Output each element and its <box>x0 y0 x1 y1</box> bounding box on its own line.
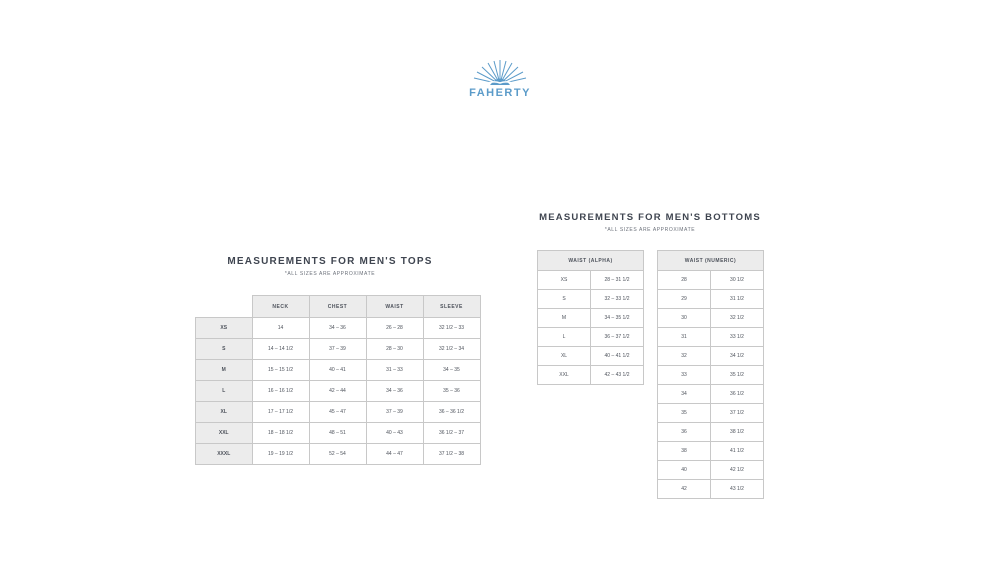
table-row <box>538 347 644 366</box>
waist-cell: 31 – 33 <box>366 360 423 381</box>
neck-cell: 14 – 14 1/2 <box>252 339 309 360</box>
table-row <box>658 309 764 328</box>
chest-cell: 42 – 44 <box>309 381 366 402</box>
waist-cell: 36 – 37 1/2 <box>591 328 644 347</box>
size-label: M <box>196 360 253 381</box>
table-row <box>196 339 481 360</box>
table-row <box>538 309 644 328</box>
neck-cell: 14 <box>252 318 309 339</box>
waist-cell: 30 1/2 <box>711 271 764 290</box>
size-label: 38 <box>658 442 711 461</box>
size-label: S <box>538 290 591 309</box>
size-label: M <box>538 309 591 328</box>
waist-cell: 40 – 41 1/2 <box>591 347 644 366</box>
waist-cell: 43 1/2 <box>711 480 764 499</box>
table-row <box>196 444 481 465</box>
size-label: 28 <box>658 271 711 290</box>
neck-header: NECK <box>252 296 309 318</box>
sleeve-cell: 34 – 35 <box>423 360 480 381</box>
table-row <box>658 366 764 385</box>
sleeve-cell: 32 1/2 – 33 <box>423 318 480 339</box>
table-row <box>538 271 644 290</box>
table-header-row <box>658 251 764 271</box>
chest-cell: 34 – 36 <box>309 318 366 339</box>
size-label: L <box>538 328 591 347</box>
size-label: L <box>196 381 253 402</box>
waist-cell: 33 1/2 <box>711 328 764 347</box>
waist-alpha-header: WAIST (ALPHA) <box>538 251 644 271</box>
tops-size-table <box>195 295 481 465</box>
table-row <box>658 290 764 309</box>
waist-cell: 34 1/2 <box>711 347 764 366</box>
waist-cell: 34 – 35 1/2 <box>591 309 644 328</box>
waist-numeric-header: WAIST (NUMERIC) <box>658 251 764 271</box>
table-row <box>538 290 644 309</box>
chest-cell: 52 – 54 <box>309 444 366 465</box>
waist-cell: 34 – 36 <box>366 381 423 402</box>
size-label: 42 <box>658 480 711 499</box>
table-row <box>196 381 481 402</box>
table-row <box>658 404 764 423</box>
table-row <box>658 328 764 347</box>
table-row <box>658 347 764 366</box>
chest-cell: 45 – 47 <box>309 402 366 423</box>
waist-cell: 37 1/2 <box>711 404 764 423</box>
size-label: 31 <box>658 328 711 347</box>
waist-cell: 38 1/2 <box>711 423 764 442</box>
waist-cell: 31 1/2 <box>711 290 764 309</box>
sunrise-icon <box>470 58 530 86</box>
table-row <box>196 402 481 423</box>
table-row <box>538 328 644 347</box>
waist-cell: 42 – 43 1/2 <box>591 366 644 385</box>
size-label: XXL <box>538 366 591 385</box>
waist-cell: 28 – 30 <box>366 339 423 360</box>
faherty-logo <box>468 58 532 102</box>
brand-name: FAHERTY <box>469 87 531 99</box>
size-label: 33 <box>658 366 711 385</box>
waist-cell: 32 1/2 <box>711 309 764 328</box>
table-row <box>196 423 481 444</box>
table-row <box>658 423 764 442</box>
table-row <box>196 318 481 339</box>
waist-numeric-table <box>657 250 764 499</box>
sleeve-cell: 36 1/2 – 37 <box>423 423 480 444</box>
chest-header: CHEST <box>309 296 366 318</box>
waist-cell: 32 – 33 1/2 <box>591 290 644 309</box>
neck-cell: 15 – 15 1/2 <box>252 360 309 381</box>
size-label: XS <box>196 318 253 339</box>
chest-cell: 40 – 41 <box>309 360 366 381</box>
waist-cell: 36 1/2 <box>711 385 764 404</box>
sleeve-cell: 37 1/2 – 38 <box>423 444 480 465</box>
bottoms-title: MEASUREMENTS FOR MEN'S BOTTOMS <box>539 212 761 223</box>
neck-cell: 16 – 16 1/2 <box>252 381 309 402</box>
size-label: 36 <box>658 423 711 442</box>
table-row <box>658 385 764 404</box>
size-label: XL <box>196 402 253 423</box>
size-label: XL <box>538 347 591 366</box>
size-label: 29 <box>658 290 711 309</box>
waist-cell: 42 1/2 <box>711 461 764 480</box>
sleeve-header: SLEEVE <box>423 296 480 318</box>
waist-cell: 26 – 28 <box>366 318 423 339</box>
table-row <box>196 360 481 381</box>
waist-cell: 41 1/2 <box>711 442 764 461</box>
size-label: 32 <box>658 347 711 366</box>
waist-alpha-table <box>537 250 644 385</box>
neck-cell: 17 – 17 1/2 <box>252 402 309 423</box>
table-row <box>658 461 764 480</box>
waist-cell: 35 1/2 <box>711 366 764 385</box>
size-label: 35 <box>658 404 711 423</box>
bottoms-note: *ALL SIZES ARE APPROXIMATE <box>604 227 696 233</box>
table-row <box>658 271 764 290</box>
size-label: XS <box>538 271 591 290</box>
table-row <box>658 442 764 461</box>
waist-header: WAIST <box>366 296 423 318</box>
table-row <box>538 366 644 385</box>
chest-cell: 48 – 51 <box>309 423 366 444</box>
corner-cell <box>196 296 253 318</box>
size-label: 30 <box>658 309 711 328</box>
sleeve-cell: 36 – 36 1/2 <box>423 402 480 423</box>
size-label: XXL <box>196 423 253 444</box>
neck-cell: 18 – 18 1/2 <box>252 423 309 444</box>
waist-cell: 40 – 43 <box>366 423 423 444</box>
size-label: 40 <box>658 461 711 480</box>
table-header-row <box>196 296 481 318</box>
tops-title: MEASUREMENTS FOR MEN'S TOPS <box>227 256 433 267</box>
table-header-row <box>538 251 644 271</box>
waist-cell: 28 – 31 1/2 <box>591 271 644 290</box>
waist-cell: 37 – 39 <box>366 402 423 423</box>
size-label: 34 <box>658 385 711 404</box>
size-label: S <box>196 339 253 360</box>
size-label: XXXL <box>196 444 253 465</box>
waist-cell: 44 – 47 <box>366 444 423 465</box>
tops-note: *ALL SIZES ARE APPROXIMATE <box>284 271 376 277</box>
chest-cell: 37 – 39 <box>309 339 366 360</box>
table-row <box>658 480 764 499</box>
sleeve-cell: 32 1/2 – 34 <box>423 339 480 360</box>
sleeve-cell: 35 – 36 <box>423 381 480 402</box>
neck-cell: 19 – 19 1/2 <box>252 444 309 465</box>
